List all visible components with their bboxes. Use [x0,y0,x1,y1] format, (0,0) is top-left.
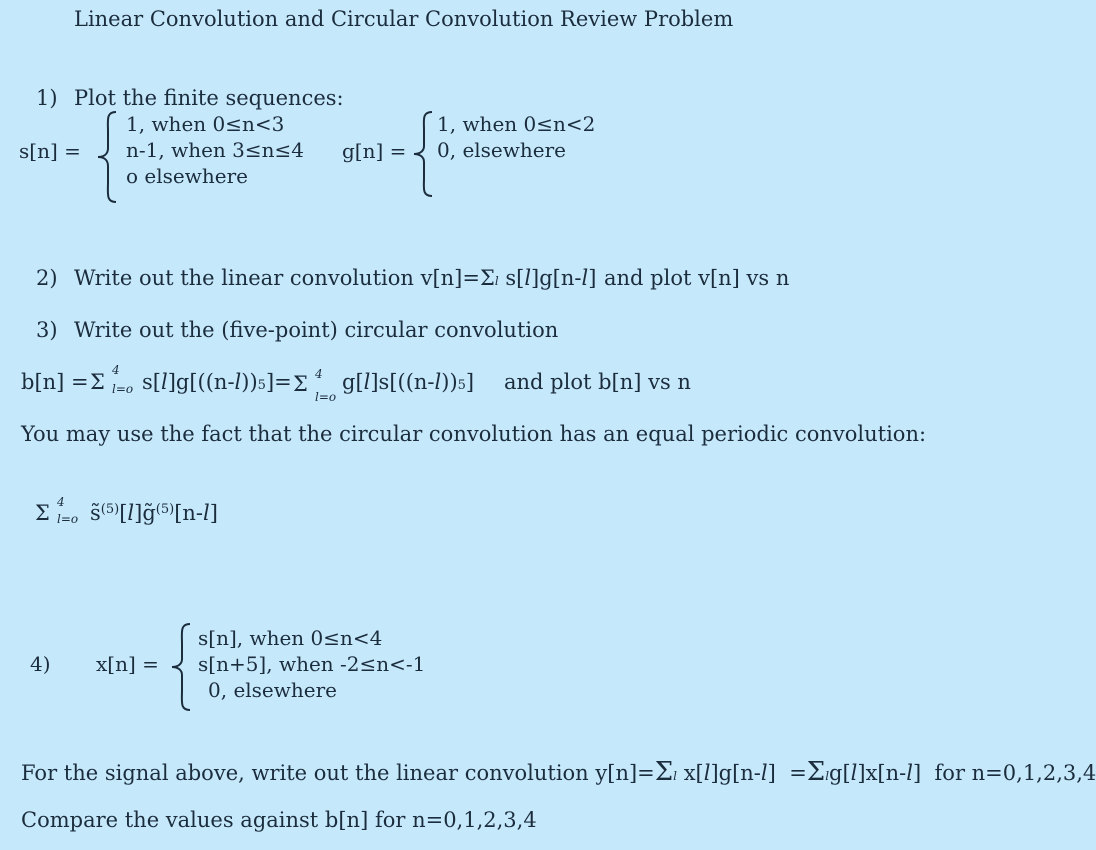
sum-upper-limit: 4 [57,495,65,509]
s-definition-lhs: s[n] = [19,139,81,163]
x-case-3: 0, elsewhere [208,678,338,702]
periodic-expr: s̃$^{(5)}$[l]g̃$^{(5)}$[n-l] [90,501,218,525]
problem-3-number: 3) [36,318,58,342]
x-definition-lhs: x[n] = [96,652,159,676]
b-definition-lhs: b[n] = [21,370,89,394]
sum-upper-limit: 4 [315,367,323,381]
g-definition-lhs: g[n] = [342,139,407,163]
problem-1-text: Plot the finite sequences: [74,86,344,110]
expr-part: s[ [505,266,525,290]
sum-symbol: Σ [654,757,674,787]
x-cases-brace [170,622,192,712]
problem-2-statement [74,268,596,289]
sum-symbol: Σ [806,757,826,787]
g-cases-brace [412,110,434,198]
circular-expr-1: s[l]g[((n-l))5]= [142,370,292,394]
problem-4-number: 4) [30,652,51,676]
periodic-fact-text: You may use the fact that the circular convolution has an equal periodic convolution: [21,422,927,446]
index-l: l [524,266,532,290]
sum-lower-limit: l=o [57,512,79,526]
x-case-1: s[n], when 0≤n<4 [198,626,383,650]
expr-part: ] [588,266,597,290]
s-cases-brace [96,110,118,204]
problem-2-prefix: Write out the linear convolution v[n]= [74,266,480,290]
sum-symbol: Σ [90,370,105,394]
sum-index: l [494,274,499,288]
linear-convolution-statement: For the signal above, write out the linear convolution y[n]=Σl x[l]g[n-l] =Σlg[l]x[n-l] for n=0,1,2,3,4 [21,757,1096,787]
expr-part: ]g[n- [531,266,582,290]
problem-3-suffix: and plot b[n] vs n [504,370,691,394]
sum-lower-limit: l=o [112,382,134,396]
s-case-3: o elsewhere [126,164,248,188]
g-case-2: 0, elsewhere [437,138,567,162]
sum-upper-limit: 4 [112,363,120,377]
problem-1-number: 1) [36,86,58,110]
x-case-2: s[n+5], when -2≤n<-1 [198,652,426,676]
page-title: Linear Convolution and Circular Convolution Review Problem [74,7,734,31]
sum-symbol: Σ [479,266,495,290]
s-case-1: 1, when 0≤n<3 [126,112,285,136]
problem-2-number: 2) [36,266,58,290]
g-case-1: 1, when 0≤n<2 [437,112,596,136]
problem-2-suffix: and plot v[n] vs n [604,266,790,290]
index-l: l [581,266,589,290]
problem-3-text: Write out the (five-point) circular convolution [74,318,559,342]
sum-symbol: Σ [293,372,308,396]
sum-lower-limit: l=o [315,390,337,404]
compare-text: Compare the values against b[n] for n=0,1,2,3,4 [21,808,537,832]
circular-expr-2: g[l]s[((n-l))5] [342,370,475,394]
sum-symbol: Σ [35,501,50,525]
s-case-2: n-1, when 3≤n≤4 [126,138,304,162]
